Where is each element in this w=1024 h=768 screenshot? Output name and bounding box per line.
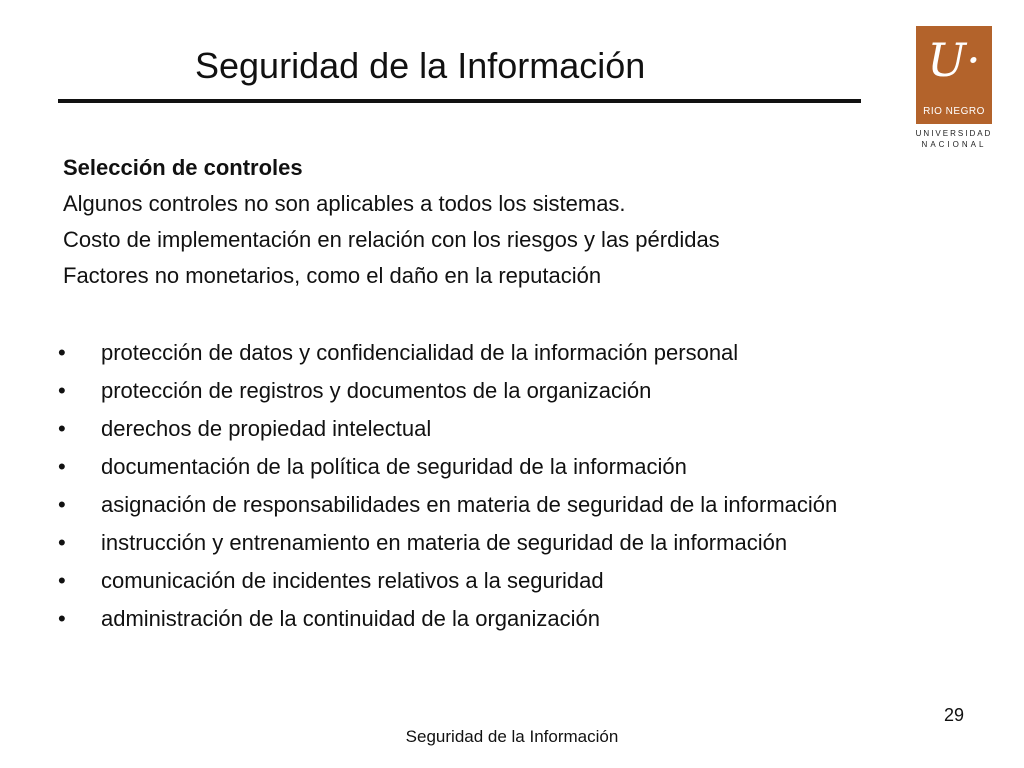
slide-footer: Seguridad de la Información — [405, 727, 619, 746]
logo-mark: U· — [927, 33, 981, 87]
logo-block — [916, 26, 992, 124]
intro-section — [63, 150, 963, 294]
intro-line: Factores no monetarios, como el daño en la reputación — [63, 263, 602, 288]
bullet-item: • documentación de la política de seguridad de la información — [58, 452, 986, 482]
university-logo — [914, 26, 994, 152]
bullet-item: • comunicación de incidentes relativos a la seguridad — [58, 566, 986, 596]
bullet-item: • asignación de responsabilidades en materia de seguridad de la información — [58, 490, 986, 520]
bullet-list — [58, 338, 986, 642]
page-number: 29 — [943, 705, 964, 725]
bullet-item: • protección de datos y confidencialidad de la información personal — [58, 338, 986, 368]
intro-line: Algunos controles no son aplicables a todos los sistemas. — [63, 191, 626, 216]
bullet-item: • instrucción y entrenamiento en materia de seguridad de la información — [58, 528, 986, 558]
bullet-item: • administración de la continuidad de la organización — [58, 604, 986, 634]
intro-line: Costo de implementación en relación con los riesgos y las pérdidas — [63, 227, 720, 252]
bullet-item: • protección de registros y documentos de la organización — [58, 376, 986, 406]
title-underline — [58, 99, 861, 103]
logo-text-nacional: NACIONAL — [921, 140, 987, 149]
logo-text-universidad: UNIVERSIDAD — [915, 129, 993, 138]
bullet-item: • derechos de propiedad intelectual — [58, 414, 986, 444]
slide-title: Seguridad de la Información — [195, 45, 646, 86]
section-heading: Selección de controles — [63, 155, 303, 180]
logo-subtitle: RIO NEGRO — [923, 106, 985, 117]
